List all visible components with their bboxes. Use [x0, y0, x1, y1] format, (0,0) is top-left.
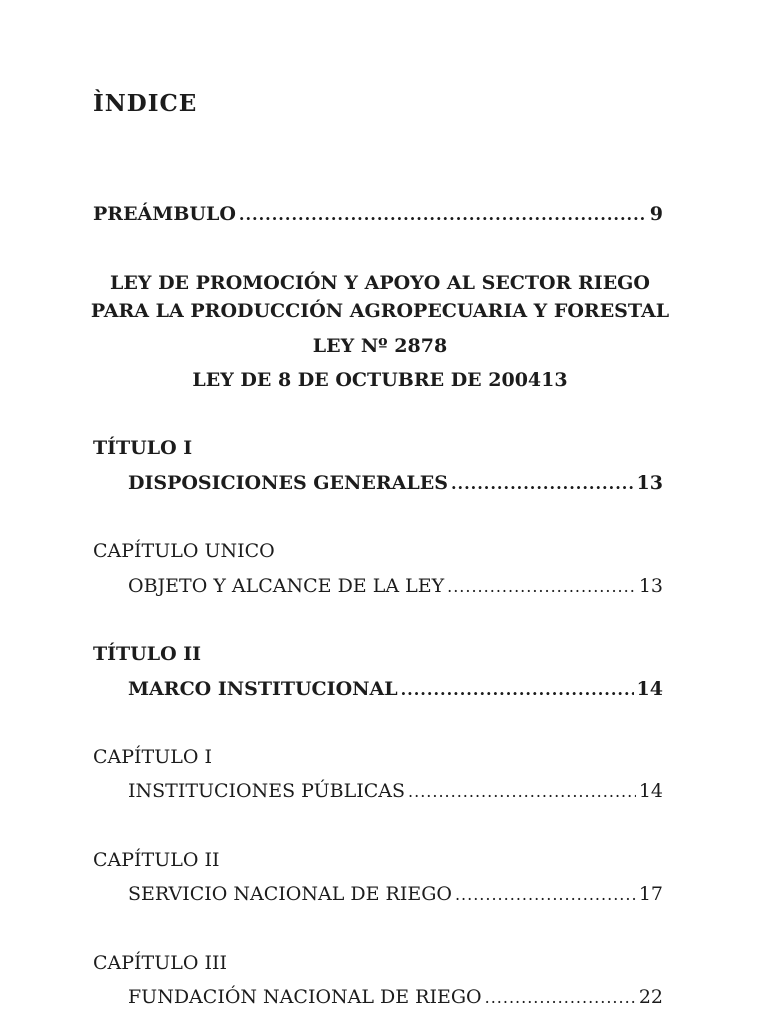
toc-entry-label: FUNDACIÓN NACIONAL DE RIEGO — [128, 986, 482, 1008]
toc-entry-marco-institucional[interactable] — [128, 678, 663, 704]
dot-leader — [239, 205, 647, 224]
law-title-line-2: PARA LA PRODUCCIÓN AGROPECUARIA Y FORESTAL — [90, 300, 670, 322]
toc-entry-preamble[interactable] — [93, 203, 663, 229]
section-heading-capitulo-2: CAPÍTULO II — [93, 849, 220, 871]
toc-entry-label: INSTITUCIONES PÚBLICAS — [128, 780, 406, 802]
dot-leader — [447, 577, 636, 596]
toc-page-number: 13 — [638, 575, 663, 597]
toc-entry-objeto-alcance[interactable] — [128, 575, 663, 601]
toc-entry-label: DISPOSICIONES GENERALES — [128, 472, 448, 494]
section-heading-capitulo-unico: CAPÍTULO UNICO — [93, 540, 275, 562]
law-title-line-1: LEY DE PROMOCIÓN Y APOYO AL SECTOR RIEGO — [110, 272, 650, 294]
dot-leader — [408, 782, 636, 801]
section-heading-capitulo-1: CAPÍTULO I — [93, 746, 212, 768]
toc-page-number: 9 — [649, 203, 663, 225]
law-number: LEY Nº 2878 — [312, 335, 448, 357]
toc-entry-label: MARCO INSTITUCIONAL — [128, 678, 398, 700]
toc-page-number: 17 — [638, 883, 663, 905]
toc-page-number: 14 — [638, 780, 663, 802]
toc-entry-servicio-nacional-riego[interactable] — [128, 883, 663, 909]
section-heading-titulo-2: TÍTULO II — [93, 643, 202, 665]
section-heading-titulo-1: TÍTULO I — [93, 437, 193, 459]
dot-leader — [485, 988, 636, 1007]
page-title: ÌNDICE — [93, 90, 198, 117]
toc-page-number: 22 — [638, 986, 663, 1008]
toc-entry-instituciones-publicas[interactable] — [128, 780, 663, 806]
dot-leader — [455, 885, 636, 904]
dot-leader — [451, 474, 634, 493]
section-heading-capitulo-3: CAPÍTULO III — [93, 952, 227, 974]
toc-page-number: 13 — [636, 472, 663, 494]
toc-entry-label: PREÁMBULO — [93, 203, 236, 225]
toc-entry-disposiciones-generales[interactable] — [128, 472, 663, 498]
dot-leader — [401, 680, 634, 699]
law-date: LEY DE 8 DE OCTUBRE DE 200413 — [192, 369, 568, 391]
toc-entry-fundacion-nacional-riego[interactable] — [128, 986, 663, 1012]
toc-entry-label: SERVICIO NACIONAL DE RIEGO — [128, 883, 452, 905]
toc-page-number: 14 — [636, 678, 663, 700]
toc-entry-label: OBJETO Y ALCANCE DE LA LEY — [128, 575, 445, 597]
